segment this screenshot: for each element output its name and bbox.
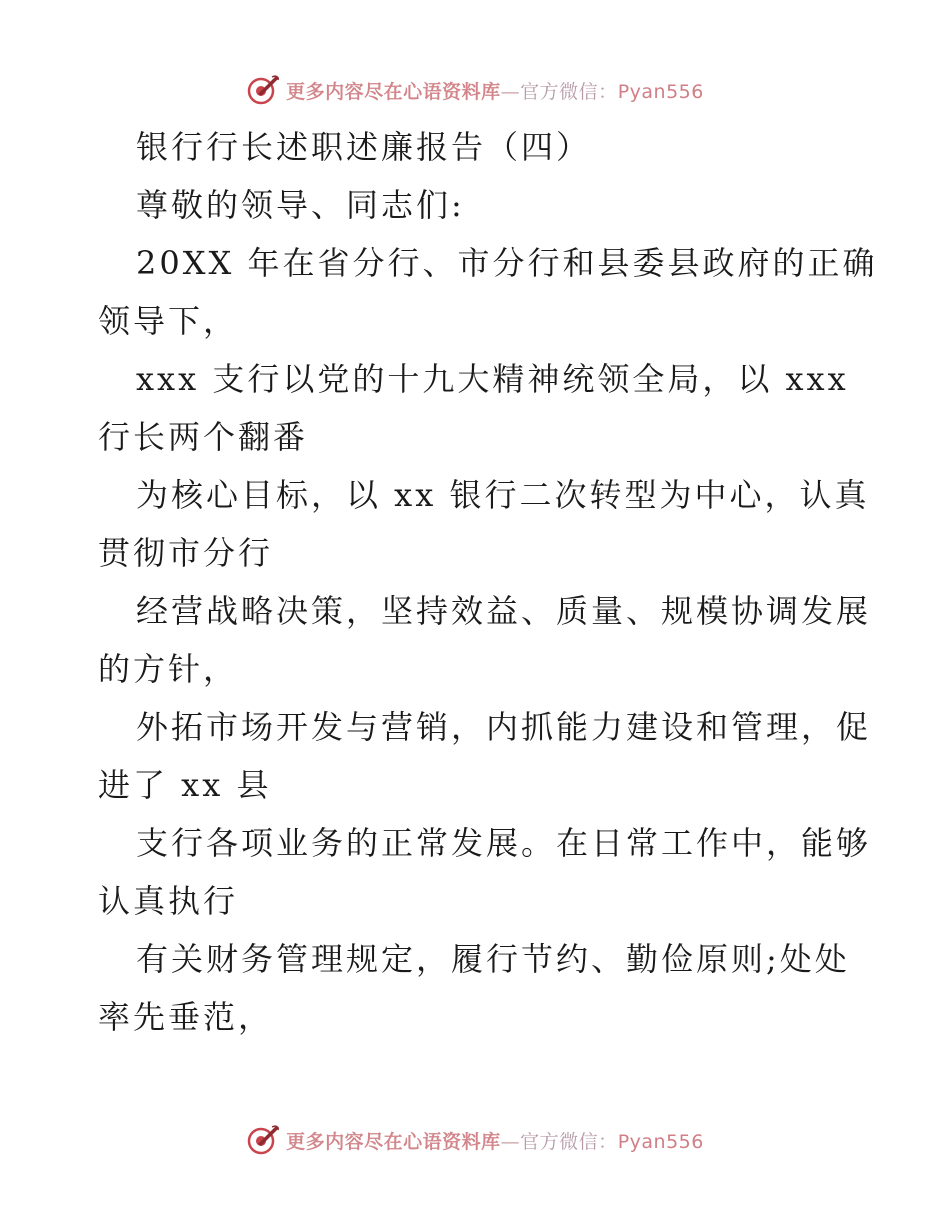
document-title: 银行行长述职述廉报告（四）	[136, 128, 592, 166]
quill-logo-icon	[246, 73, 280, 107]
header-watermark	[0, 70, 950, 110]
watermark-text	[286, 77, 704, 104]
text-line: 率先垂范，	[98, 998, 274, 1036]
quill-logo-icon	[246, 1123, 280, 1157]
footer-watermark	[0, 1120, 950, 1160]
text-line: 领导下，	[98, 302, 239, 340]
watermark-account: Pyan556	[617, 1130, 704, 1153]
text-line: 认真执行	[98, 882, 239, 920]
text-line: 外拓市场开发与营销，内抓能力建设和管理，促	[136, 708, 872, 746]
text-line: 行长两个翻番	[98, 418, 309, 456]
text-line: xxx 支行以党的十九大精神统领全局，以 xxx	[136, 360, 849, 398]
document-body	[98, 118, 878, 1046]
watermark-separator: —	[500, 80, 521, 103]
watermark-main: 更多内容尽在心语资料库	[286, 80, 501, 103]
text-line: 的方针，	[98, 650, 239, 688]
watermark-main: 更多内容尽在心语资料库	[286, 1130, 501, 1153]
text-line: 尊敬的领导、同志们:	[136, 186, 465, 224]
text-line: 20XX 年在省分行、市分行和县委县政府的正确	[136, 244, 878, 282]
watermark-official: 官方微信：	[520, 80, 618, 103]
watermark-account: Pyan556	[617, 80, 704, 103]
watermark-separator: —	[500, 1130, 521, 1153]
text-line: 进了 xx 县	[98, 766, 272, 804]
watermark-text	[286, 1127, 704, 1154]
text-line: 有关财务管理规定，履行节约、勤俭原则;处处	[136, 940, 850, 978]
text-line: 支行各项业务的正常发展。在日常工作中，能够	[136, 824, 872, 862]
text-line: 为核心目标，以 xx 银行二次转型为中心，认真	[136, 476, 870, 514]
watermark-official: 官方微信：	[520, 1130, 618, 1153]
text-line: 经营战略决策，坚持效益、质量、规模协调发展	[136, 592, 872, 630]
text-line: 贯彻市分行	[98, 534, 274, 572]
